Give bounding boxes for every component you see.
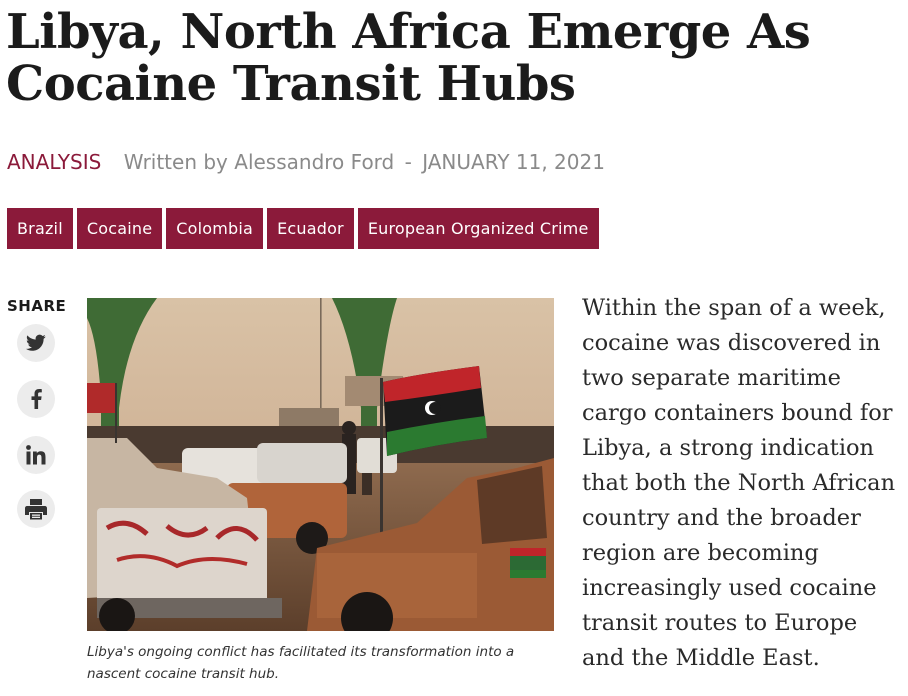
twitter-icon <box>26 334 46 352</box>
linkedin-icon <box>26 445 46 465</box>
twitter-share-button[interactable] <box>17 324 55 362</box>
share-label: SHARE <box>7 297 67 315</box>
image-caption: Libya's ongoing conflict has facilitated its transformation into a nascent cocaine transit hub. <box>87 644 515 682</box>
category-link[interactable]: ANALYSIS <box>7 150 102 174</box>
author-link[interactable]: Alessandro Ford <box>234 150 395 174</box>
tag-list <box>7 208 599 249</box>
tag-european-organized-crime[interactable]: European Organized Crime <box>358 208 599 249</box>
publish-date: JANUARY 11, 2021 <box>422 150 605 174</box>
tag-ecuador[interactable]: Ecuador <box>267 208 354 249</box>
byline-separator: - <box>404 150 412 174</box>
byline <box>7 150 605 174</box>
article-headline: Libya, North Africa Emerge As Cocaine Transit Hubs <box>6 4 811 112</box>
print-icon <box>25 498 47 520</box>
facebook-share-button[interactable] <box>17 380 55 418</box>
written-by-label: Written by <box>123 150 228 174</box>
article-photo <box>87 298 554 631</box>
facebook-icon <box>31 389 42 409</box>
tag-colombia[interactable]: Colombia <box>166 208 263 249</box>
article-lead-paragraph: Within the span of a week, cocaine was discovered in two separate maritime cargo containers bound for Libya, a strong indication that both the North African country and the broader region are becoming increasingly used cocaine transit routes to Europe and the Middle East. <box>582 295 896 671</box>
libya-conflict-photo <box>87 298 554 631</box>
tag-cocaine[interactable]: Cocaine <box>77 208 162 249</box>
print-button[interactable] <box>17 490 55 528</box>
linkedin-share-button[interactable] <box>17 436 55 474</box>
tag-brazil[interactable]: Brazil <box>7 208 73 249</box>
